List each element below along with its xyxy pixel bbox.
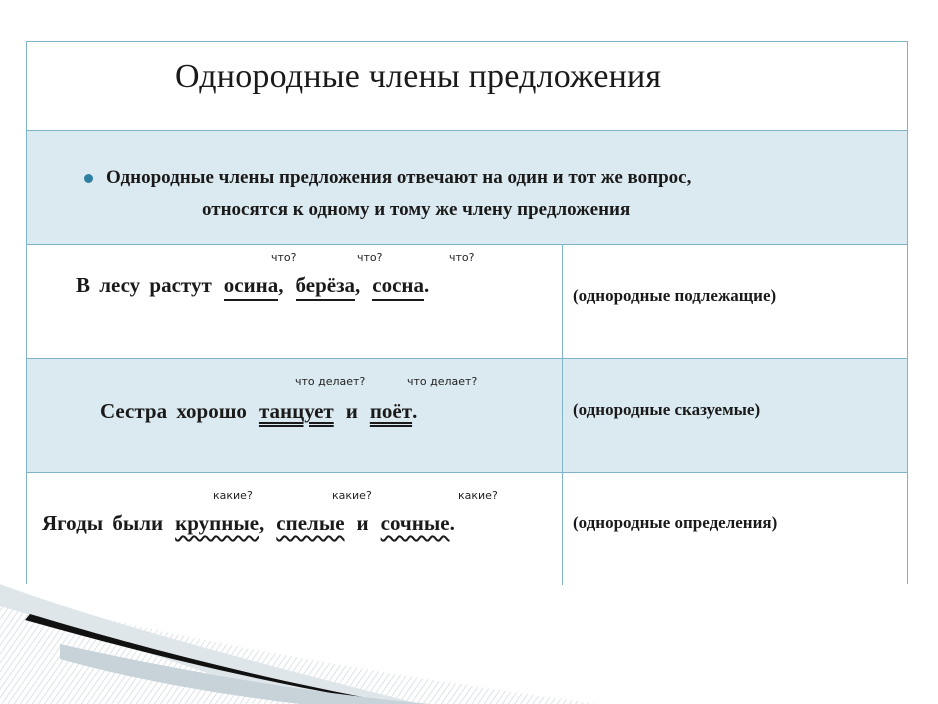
homogeneous-subject: берёза [296,273,355,301]
bullet-icon [84,174,93,183]
rule-text-line2: относятся к одному и тому же члену предложения [202,199,631,220]
homogeneous-attribute: спелые [276,511,345,535]
rule-row [27,131,907,245]
question-label: что? [271,251,297,264]
question-label: какие? [332,489,372,502]
member-type-label: (однородные сказуемые) [573,400,761,419]
question-label: какие? [213,489,253,502]
period: . [449,511,455,535]
comma: , [355,273,361,297]
column-divider [562,245,563,358]
question-label: что? [357,251,383,264]
homogeneous-predicate: поёт [369,399,413,423]
homogeneous-subject: осина [224,273,279,301]
rule-text-line1: Однородные члены предложения отвечают на один и тот же вопрос, [106,167,692,188]
comma: , [259,511,265,535]
member-type-label: (однородные подлежащие) [573,286,777,305]
decorative-swoosh [0,584,600,704]
question-label: что делает? [407,375,478,388]
question-label: какие? [458,489,498,502]
homogeneous-members-table [26,41,908,584]
homogeneous-attribute: крупные [175,511,260,535]
example-sentence [42,511,455,536]
question-label: что делает? [295,375,366,388]
conjunction: и [356,511,369,535]
period: . [412,399,418,423]
example-row-attributes [27,473,907,585]
sentence-lead: В лесу растут [76,273,212,297]
homogeneous-predicate: танцует [258,399,334,423]
homogeneous-subject: сосна [372,273,424,301]
sentence-lead: Сестра хорошо [100,399,247,423]
example-sentence [76,273,429,301]
homogeneous-attribute: сочные [380,511,450,535]
question-label: что? [449,251,475,264]
conjunction: и [345,399,358,423]
column-divider [562,359,563,472]
example-row-predicates [27,359,907,473]
slide-title: Однородные члены предложения [175,58,662,95]
example-row-subjects [27,245,907,359]
title-row [27,42,907,131]
member-type-label: (однородные определения) [573,513,778,532]
period: . [424,273,430,297]
example-sentence [100,399,417,424]
comma: , [278,273,284,297]
sentence-lead: Ягоды были [42,511,164,535]
column-divider [562,473,563,585]
